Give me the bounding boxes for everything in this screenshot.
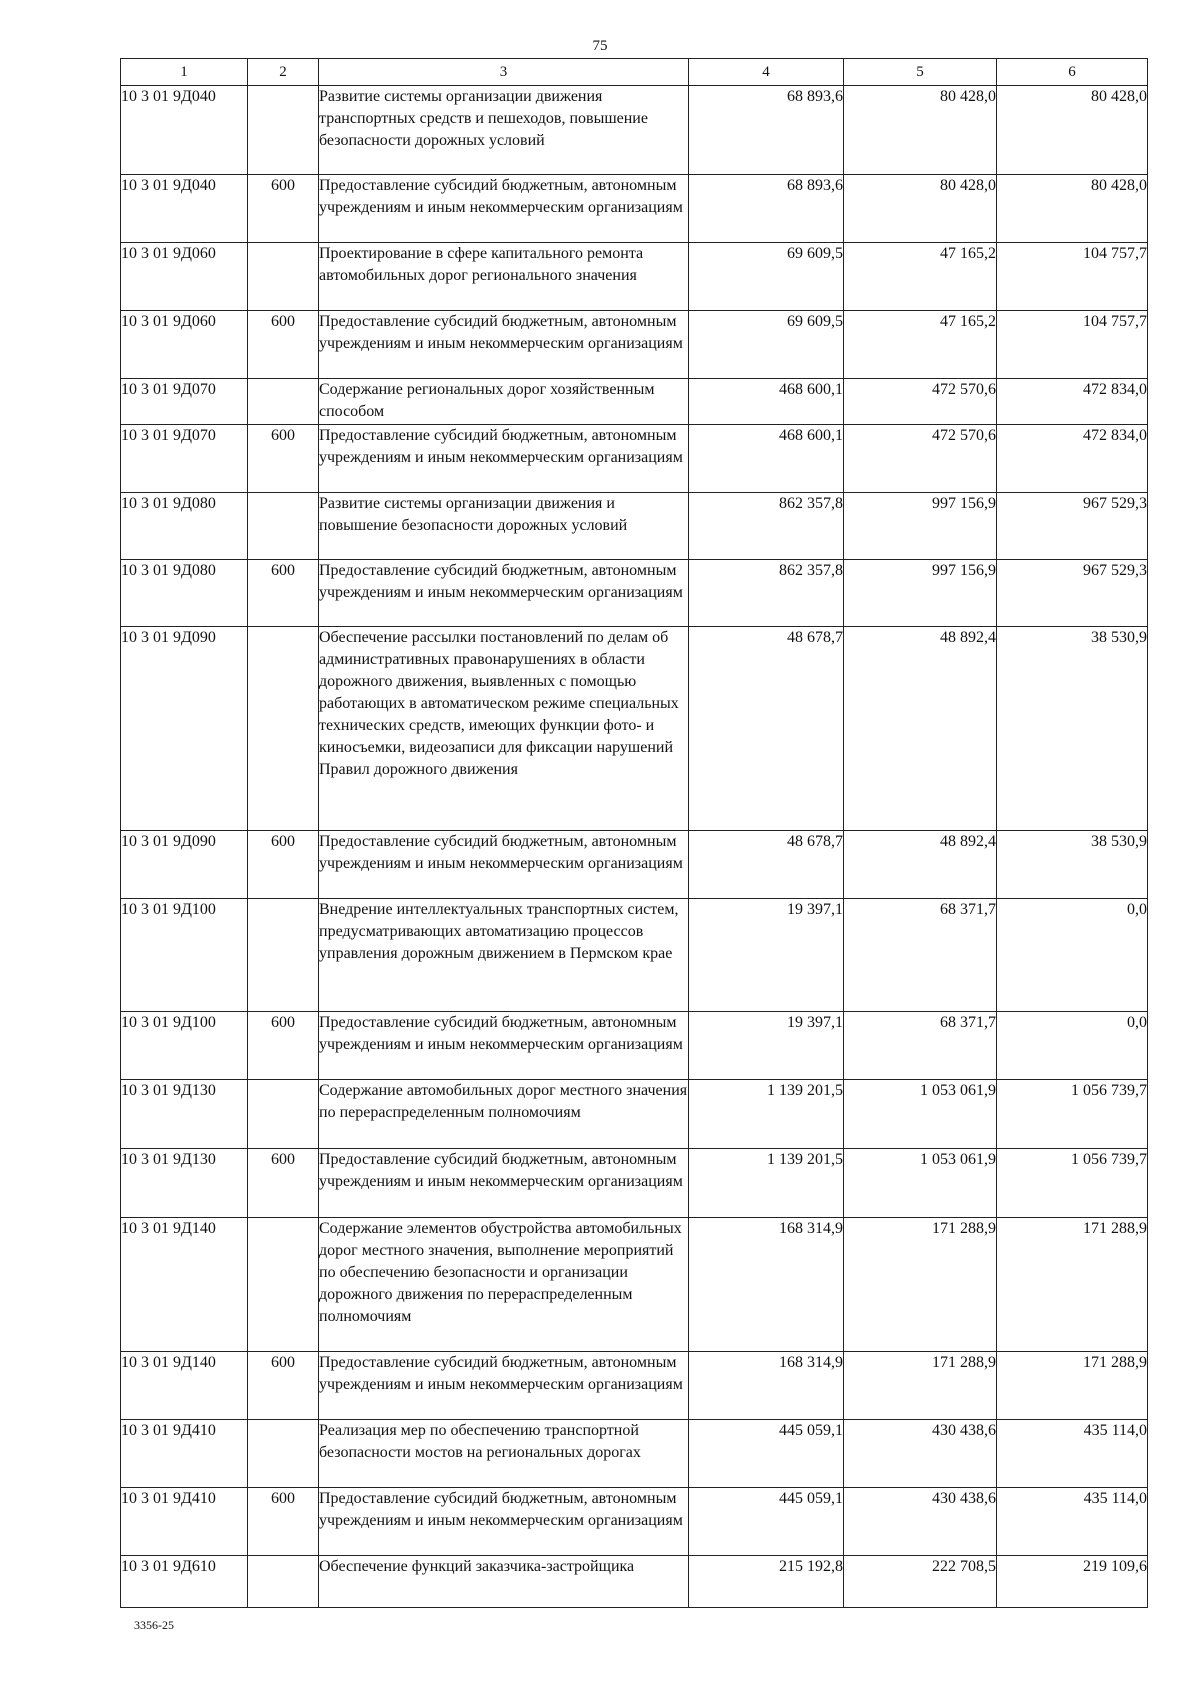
amount-col4-cell: 168 314,9 xyxy=(689,1352,844,1420)
item-name-cell: Развитие системы организации движения транспортных средств и пешеходов, повышение безопасности дорожных условий xyxy=(319,86,689,175)
table-row xyxy=(121,1420,1148,1488)
table-row xyxy=(121,86,1148,175)
expense-type-cell: 600 xyxy=(248,175,319,243)
expense-type-cell: 600 xyxy=(248,560,319,627)
table-row xyxy=(121,1556,1148,1608)
amount-col4-cell: 68 893,6 xyxy=(689,86,844,175)
amount-col5-cell: 997 156,9 xyxy=(844,493,997,560)
target-code-cell: 10 3 01 9Д080 xyxy=(121,560,248,627)
document-code: 3356-25 xyxy=(134,1618,174,1632)
amount-col6-cell: 80 428,0 xyxy=(997,175,1148,243)
target-code-cell: 10 3 01 9Д040 xyxy=(121,175,248,243)
target-code-cell: 10 3 01 9Д090 xyxy=(121,627,248,831)
expense-type-cell xyxy=(248,899,319,1012)
table-row xyxy=(121,1012,1148,1080)
target-code-cell: 10 3 01 9Д040 xyxy=(121,86,248,175)
amount-col6-cell: 967 529,3 xyxy=(997,560,1148,627)
amount-col5-cell: 48 892,4 xyxy=(844,627,997,831)
amount-col6-cell: 1 056 739,7 xyxy=(997,1080,1148,1149)
amount-col4-cell: 468 600,1 xyxy=(689,425,844,493)
table-row xyxy=(121,1080,1148,1149)
column-header-2: 2 xyxy=(248,59,319,86)
table-row xyxy=(121,1488,1148,1556)
amount-col5-cell: 171 288,9 xyxy=(844,1352,997,1420)
amount-col6-cell: 219 109,6 xyxy=(997,1556,1148,1608)
target-code-cell: 10 3 01 9Д080 xyxy=(121,493,248,560)
item-name-cell: Внедрение интеллектуальных транспортных систем, предусматривающих автоматизацию процессов управления дорожным движением в Пермском крае xyxy=(319,899,689,1012)
expense-type-cell xyxy=(248,627,319,831)
amount-col5-cell: 1 053 061,9 xyxy=(844,1080,997,1149)
amount-col5-cell: 997 156,9 xyxy=(844,560,997,627)
expense-type-cell xyxy=(248,493,319,560)
amount-col6-cell: 171 288,9 xyxy=(997,1352,1148,1420)
target-code-cell: 10 3 01 9Д090 xyxy=(121,831,248,899)
column-header-4: 4 xyxy=(689,59,844,86)
amount-col5-cell: 47 165,2 xyxy=(844,311,997,379)
table-row xyxy=(121,425,1148,493)
item-name-cell: Предоставление субсидий бюджетным, автономным учреждениям и иным некоммерческим организациям xyxy=(319,560,689,627)
amount-col5-cell: 222 708,5 xyxy=(844,1556,997,1608)
amount-col5-cell: 472 570,6 xyxy=(844,379,997,425)
item-name-cell: Предоставление субсидий бюджетным, автономным учреждениям и иным некоммерческим организациям xyxy=(319,1488,689,1556)
amount-col4-cell: 1 139 201,5 xyxy=(689,1149,844,1218)
column-header-1: 1 xyxy=(121,59,248,86)
item-name-cell: Предоставление субсидий бюджетным, автономным учреждениям и иным некоммерческим организациям xyxy=(319,831,689,899)
target-code-cell: 10 3 01 9Д060 xyxy=(121,311,248,379)
expense-type-cell xyxy=(248,379,319,425)
expense-type-cell: 600 xyxy=(248,1012,319,1080)
item-name-cell: Содержание автомобильных дорог местного значения по перераспределенным полномочиям xyxy=(319,1080,689,1149)
amount-col6-cell: 472 834,0 xyxy=(997,425,1148,493)
expense-type-cell xyxy=(248,1218,319,1352)
budget-table xyxy=(120,58,1148,1608)
expense-type-cell xyxy=(248,86,319,175)
item-name-cell: Предоставление субсидий бюджетным, автономным учреждениям и иным некоммерческим организациям xyxy=(319,1149,689,1218)
item-name-cell: Развитие системы организации движения и повышение безопасности дорожных условий xyxy=(319,493,689,560)
amount-col4-cell: 48 678,7 xyxy=(689,627,844,831)
amount-col6-cell: 104 757,7 xyxy=(997,243,1148,311)
item-name-cell: Предоставление субсидий бюджетным, автономным учреждениям и иным некоммерческим организациям xyxy=(319,425,689,493)
amount-col5-cell: 47 165,2 xyxy=(844,243,997,311)
amount-col6-cell: 435 114,0 xyxy=(997,1488,1148,1556)
amount-col6-cell: 80 428,0 xyxy=(997,86,1148,175)
amount-col4-cell: 862 357,8 xyxy=(689,560,844,627)
target-code-cell: 10 3 01 9Д140 xyxy=(121,1218,248,1352)
amount-col4-cell: 19 397,1 xyxy=(689,1012,844,1080)
target-code-cell: 10 3 01 9Д410 xyxy=(121,1420,248,1488)
target-code-cell: 10 3 01 9Д140 xyxy=(121,1352,248,1420)
amount-col5-cell: 68 371,7 xyxy=(844,899,997,1012)
target-code-cell: 10 3 01 9Д060 xyxy=(121,243,248,311)
expense-type-cell xyxy=(248,1556,319,1608)
target-code-cell: 10 3 01 9Д610 xyxy=(121,1556,248,1608)
table-row xyxy=(121,560,1148,627)
amount-col6-cell: 38 530,9 xyxy=(997,831,1148,899)
expense-type-cell xyxy=(248,1420,319,1488)
target-code-cell: 10 3 01 9Д100 xyxy=(121,1012,248,1080)
amount-col5-cell: 80 428,0 xyxy=(844,86,997,175)
expense-type-cell: 600 xyxy=(248,311,319,379)
amount-col4-cell: 69 609,5 xyxy=(689,243,844,311)
amount-col4-cell: 69 609,5 xyxy=(689,311,844,379)
amount-col4-cell: 1 139 201,5 xyxy=(689,1080,844,1149)
amount-col6-cell: 0,0 xyxy=(997,899,1148,1012)
table-row xyxy=(121,1352,1148,1420)
item-name-cell: Предоставление субсидий бюджетным, автономным учреждениям и иным некоммерческим организациям xyxy=(319,175,689,243)
amount-col4-cell: 19 397,1 xyxy=(689,899,844,1012)
column-header-3: 3 xyxy=(319,59,689,86)
table-row xyxy=(121,1218,1148,1352)
amount-col4-cell: 48 678,7 xyxy=(689,831,844,899)
target-code-cell: 10 3 01 9Д130 xyxy=(121,1080,248,1149)
amount-col4-cell: 862 357,8 xyxy=(689,493,844,560)
amount-col4-cell: 468 600,1 xyxy=(689,379,844,425)
amount-col5-cell: 430 438,6 xyxy=(844,1488,997,1556)
target-code-cell: 10 3 01 9Д070 xyxy=(121,379,248,425)
item-name-cell: Реализация мер по обеспечению транспортной безопасности мостов на региональных дорогах xyxy=(319,1420,689,1488)
amount-col6-cell: 38 530,9 xyxy=(997,627,1148,831)
item-name-cell: Предоставление субсидий бюджетным, автономным учреждениям и иным некоммерческим организациям xyxy=(319,1012,689,1080)
expense-type-cell: 600 xyxy=(248,831,319,899)
amount-col4-cell: 68 893,6 xyxy=(689,175,844,243)
table-row xyxy=(121,493,1148,560)
table-row xyxy=(121,627,1148,831)
amount-col5-cell: 68 371,7 xyxy=(844,1012,997,1080)
column-header-6: 6 xyxy=(997,59,1148,86)
expense-type-cell: 600 xyxy=(248,425,319,493)
table-row xyxy=(121,899,1148,1012)
amount-col6-cell: 171 288,9 xyxy=(997,1218,1148,1352)
amount-col6-cell: 472 834,0 xyxy=(997,379,1148,425)
table-row xyxy=(121,379,1148,425)
table-row xyxy=(121,1149,1148,1218)
expense-type-cell xyxy=(248,243,319,311)
amount-col6-cell: 104 757,7 xyxy=(997,311,1148,379)
expense-type-cell xyxy=(248,1080,319,1149)
target-code-cell: 10 3 01 9Д410 xyxy=(121,1488,248,1556)
amount-col5-cell: 1 053 061,9 xyxy=(844,1149,997,1218)
amount-col5-cell: 430 438,6 xyxy=(844,1420,997,1488)
amount-col6-cell: 1 056 739,7 xyxy=(997,1149,1148,1218)
amount-col4-cell: 215 192,8 xyxy=(689,1556,844,1608)
header-row xyxy=(121,59,1148,86)
amount-col6-cell: 0,0 xyxy=(997,1012,1148,1080)
amount-col5-cell: 80 428,0 xyxy=(844,175,997,243)
item-name-cell: Обеспечение функций заказчика-застройщика xyxy=(319,1556,689,1608)
table-row xyxy=(121,175,1148,243)
item-name-cell: Предоставление субсидий бюджетным, автономным учреждениям и иным некоммерческим организациям xyxy=(319,1352,689,1420)
target-code-cell: 10 3 01 9Д070 xyxy=(121,425,248,493)
item-name-cell: Предоставление субсидий бюджетным, автономным учреждениям и иным некоммерческим организациям xyxy=(319,311,689,379)
expense-type-cell: 600 xyxy=(248,1149,319,1218)
amount-col4-cell: 445 059,1 xyxy=(689,1420,844,1488)
table-row xyxy=(121,243,1148,311)
amount-col5-cell: 171 288,9 xyxy=(844,1218,997,1352)
amount-col4-cell: 445 059,1 xyxy=(689,1488,844,1556)
amount-col5-cell: 472 570,6 xyxy=(844,425,997,493)
page-number: 75 xyxy=(592,38,608,54)
item-name-cell: Проектирование в сфере капитального ремонта автомобильных дорог регионального значения xyxy=(319,243,689,311)
column-header-5: 5 xyxy=(844,59,997,86)
target-code-cell: 10 3 01 9Д130 xyxy=(121,1149,248,1218)
amount-col6-cell: 435 114,0 xyxy=(997,1420,1148,1488)
amount-col4-cell: 168 314,9 xyxy=(689,1218,844,1352)
target-code-cell: 10 3 01 9Д100 xyxy=(121,899,248,1012)
item-name-cell: Содержание элементов обустройства автомобильных дорог местного значения, выполнение мероприятий по обеспечению безопасности и организации дорожного движения по перераспределенным полномочиям xyxy=(319,1218,689,1352)
item-name-cell: Обеспечение рассылки постановлений по делам об административных правонарушениях в области дорожного движения, выявленных с помощью работающих в автоматическом режиме специальных технических средств, имеющих функции фото- и киносъемки, видеозаписи для фиксации нарушений Правил дорожного движения xyxy=(319,627,689,831)
item-name-cell: Содержание региональных дорог хозяйственным способом xyxy=(319,379,689,425)
amount-col6-cell: 967 529,3 xyxy=(997,493,1148,560)
expense-type-cell: 600 xyxy=(248,1352,319,1420)
table-row xyxy=(121,311,1148,379)
amount-col5-cell: 48 892,4 xyxy=(844,831,997,899)
table-row xyxy=(121,831,1148,899)
expense-type-cell: 600 xyxy=(248,1488,319,1556)
